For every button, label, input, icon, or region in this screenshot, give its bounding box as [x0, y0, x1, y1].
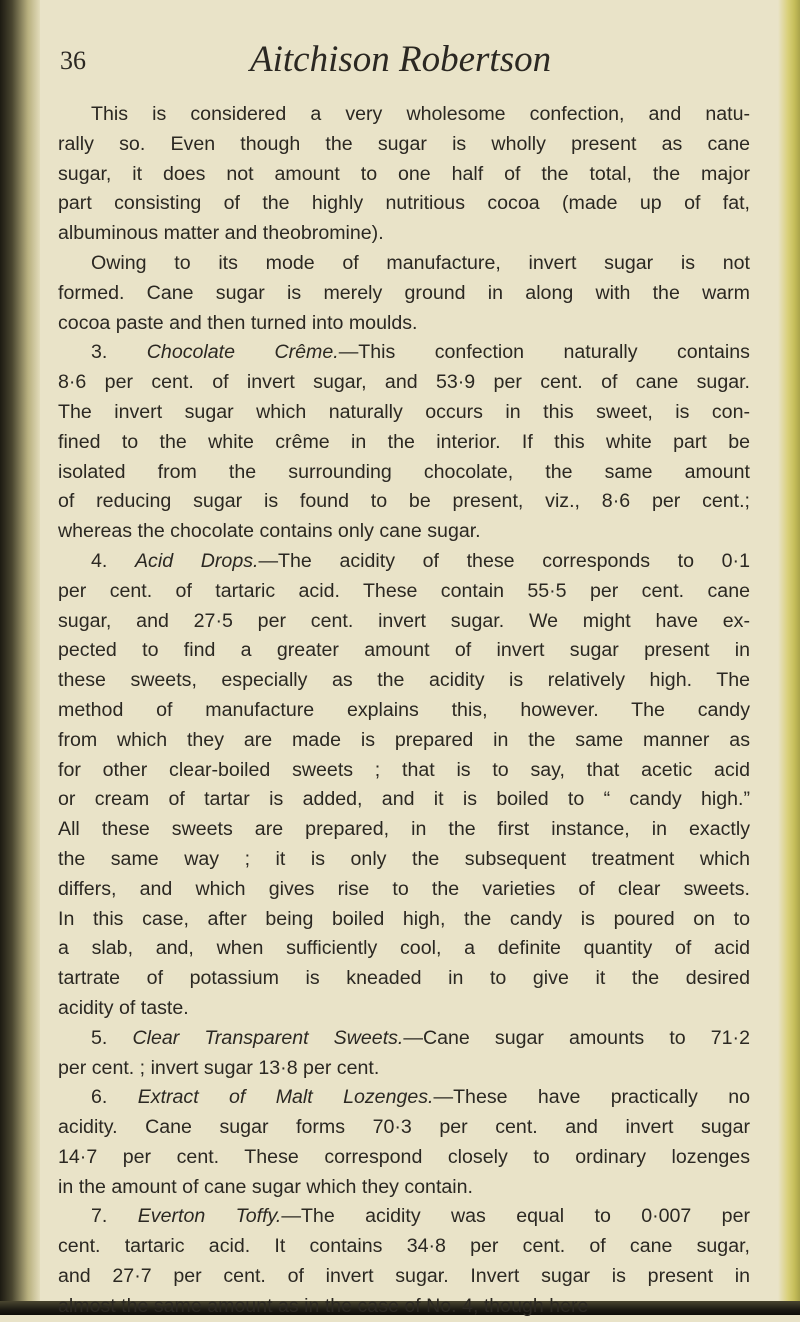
text-line	[58, 279, 750, 309]
text-segment: part consisting of the highly nutritious cocoa (made up of fat,	[58, 192, 750, 215]
text-segment: —The acidity of these corresponds to 0·1	[258, 549, 750, 572]
section-heading: Extract of Malt Lozenges.	[137, 1086, 434, 1109]
page-edge	[778, 0, 800, 1315]
text-line	[58, 368, 750, 398]
text-line	[58, 905, 750, 935]
text-segment: formed. Cane sugar is merely ground in along with the warm	[58, 281, 750, 304]
text-line	[58, 309, 750, 339]
text-segment: or cream of tartar is added, and it is boiled to “ candy high.”	[58, 788, 750, 811]
text-segment: from which they are made is prepared in the same manner as	[58, 728, 750, 751]
text-line	[58, 1262, 750, 1292]
text-segment: 14·7 per cent. These correspond closely to ordinary lozenges	[58, 1145, 750, 1168]
text-segment: —These have practically no	[433, 1086, 750, 1109]
text-line	[58, 964, 750, 994]
text-line	[58, 1292, 750, 1322]
text-line	[58, 517, 750, 547]
text-line	[58, 934, 750, 964]
text-segment: these sweets, especially as the acidity is relatively high. The	[58, 669, 750, 692]
text-line	[58, 577, 750, 607]
text-line	[58, 1083, 750, 1113]
text-line	[58, 547, 750, 577]
text-line	[58, 785, 750, 815]
text-segment: method of manufacture explains this, however. The candy	[58, 698, 750, 721]
text-segment: albuminous matter and theobromine).	[58, 222, 384, 245]
text-line	[58, 756, 750, 786]
running-head: Aitchison Robertson	[250, 39, 552, 80]
text-segment: in the amount of cane sugar which they contain.	[58, 1175, 473, 1198]
text-line	[58, 487, 750, 517]
section-heading: Acid Drops.	[134, 549, 259, 572]
text-line	[58, 607, 750, 637]
text-line	[58, 696, 750, 726]
text-line	[58, 666, 750, 696]
text-segment: of reducing sugar is found to be present, viz., 8·6 per cent.;	[58, 490, 750, 513]
text-segment: rally so. Even though the sugar is wholly present as cane	[58, 132, 750, 155]
text-line	[58, 636, 750, 666]
text-line	[58, 130, 750, 160]
text-line	[58, 160, 750, 190]
page-header	[60, 38, 740, 88]
text-segment: pected to find a greater amount of invert sugar present in	[58, 639, 750, 662]
text-segment: The invert sugar which naturally occurs in this sweet, is con-	[58, 400, 750, 423]
text-line	[58, 249, 750, 279]
text-segment: acidity. Cane sugar forms 70·3 per cent. and invert sugar	[58, 1116, 750, 1139]
text-segment: 6.	[91, 1086, 138, 1109]
text-segment: per cent. ; invert sugar 13·8 per cent.	[58, 1056, 380, 1079]
text-line	[58, 398, 750, 428]
text-segment: Owing to its mode of manufacture, invert sugar is not	[91, 251, 750, 274]
text-segment: —The acidity was equal to 0·007 per	[281, 1205, 750, 1228]
text-segment: fined to the white crême in the interior. If this white part be	[58, 430, 750, 453]
text-segment: In this case, after being boiled high, the candy is poured on to	[58, 907, 750, 930]
text-segment: cent. tartaric acid. It contains 34·8 per cent. of cane sugar,	[58, 1235, 750, 1258]
text-segment: sugar, it does not amount to one half of the total, the major	[58, 162, 750, 185]
book-spine-shadow	[0, 0, 40, 1315]
section-heading: Chocolate Crême.	[146, 341, 339, 364]
text-line	[58, 338, 750, 368]
text-segment: whereas the chocolate contains only cane sugar.	[58, 520, 481, 543]
text-segment: cocoa paste and then turned into moulds.	[58, 311, 418, 334]
text-line	[58, 815, 750, 845]
text-line	[58, 1143, 750, 1173]
text-segment: This is considered a very wholesome confection, and natu-	[91, 103, 750, 125]
section-heading: Everton Toffy.	[137, 1205, 282, 1228]
text-line	[58, 458, 750, 488]
text-segment: sugar, and 27·5 per cent. invert sugar. We might have ex-	[58, 609, 750, 632]
text-segment: the same way ; it is only the subsequent treatment which	[58, 847, 750, 870]
text-line	[58, 1202, 750, 1232]
page-number: 36	[60, 46, 86, 75]
text-segment: tartrate of potassium is kneaded in to give it the desired	[58, 967, 750, 990]
text-line	[58, 1113, 750, 1143]
section-heading: Clear Transparent Sweets.	[132, 1026, 404, 1049]
text-segment: for other clear-boiled sweets ; that is to say, that acetic acid	[58, 758, 750, 781]
text-segment: acidity of taste.	[58, 996, 189, 1019]
text-segment: 4.	[91, 549, 135, 572]
text-segment: and 27·7 per cent. of invert sugar. Invert sugar is present in	[58, 1265, 750, 1288]
text-segment: All these sweets are prepared, in the first instance, in exactly	[58, 818, 750, 841]
text-line	[58, 875, 750, 905]
text-segment: —Cane sugar amounts to 71·2	[403, 1026, 750, 1049]
text-segment: differs, and which gives rise to the varieties of clear sweets.	[58, 877, 750, 900]
text-segment: 7.	[91, 1205, 138, 1228]
text-line	[58, 1024, 750, 1054]
text-line	[58, 1054, 750, 1084]
text-segment: a slab, and, when sufficiently cool, a definite quantity of acid	[58, 937, 750, 960]
text-line	[58, 994, 750, 1024]
text-line	[58, 428, 750, 458]
text-line	[58, 100, 750, 130]
text-segment: —This confection naturally contains	[338, 341, 750, 364]
text-segment: per cent. of tartaric acid. These contain 55·5 per cent. cane	[58, 579, 750, 602]
body-text	[58, 100, 750, 1322]
text-line	[58, 845, 750, 875]
text-segment: almost the same amount as in the case of No. 4, though here	[58, 1294, 589, 1317]
text-segment: isolated from the surrounding chocolate, the same amount	[58, 460, 750, 483]
text-line	[58, 1173, 750, 1203]
text-line	[58, 1232, 750, 1262]
text-line	[58, 726, 750, 756]
text-line	[58, 189, 750, 219]
text-line	[58, 219, 750, 249]
text-segment: 8·6 per cent. of invert sugar, and 53·9 per cent. of cane sugar.	[58, 371, 750, 394]
text-segment: 3.	[91, 341, 147, 364]
text-segment: 5.	[91, 1026, 133, 1049]
